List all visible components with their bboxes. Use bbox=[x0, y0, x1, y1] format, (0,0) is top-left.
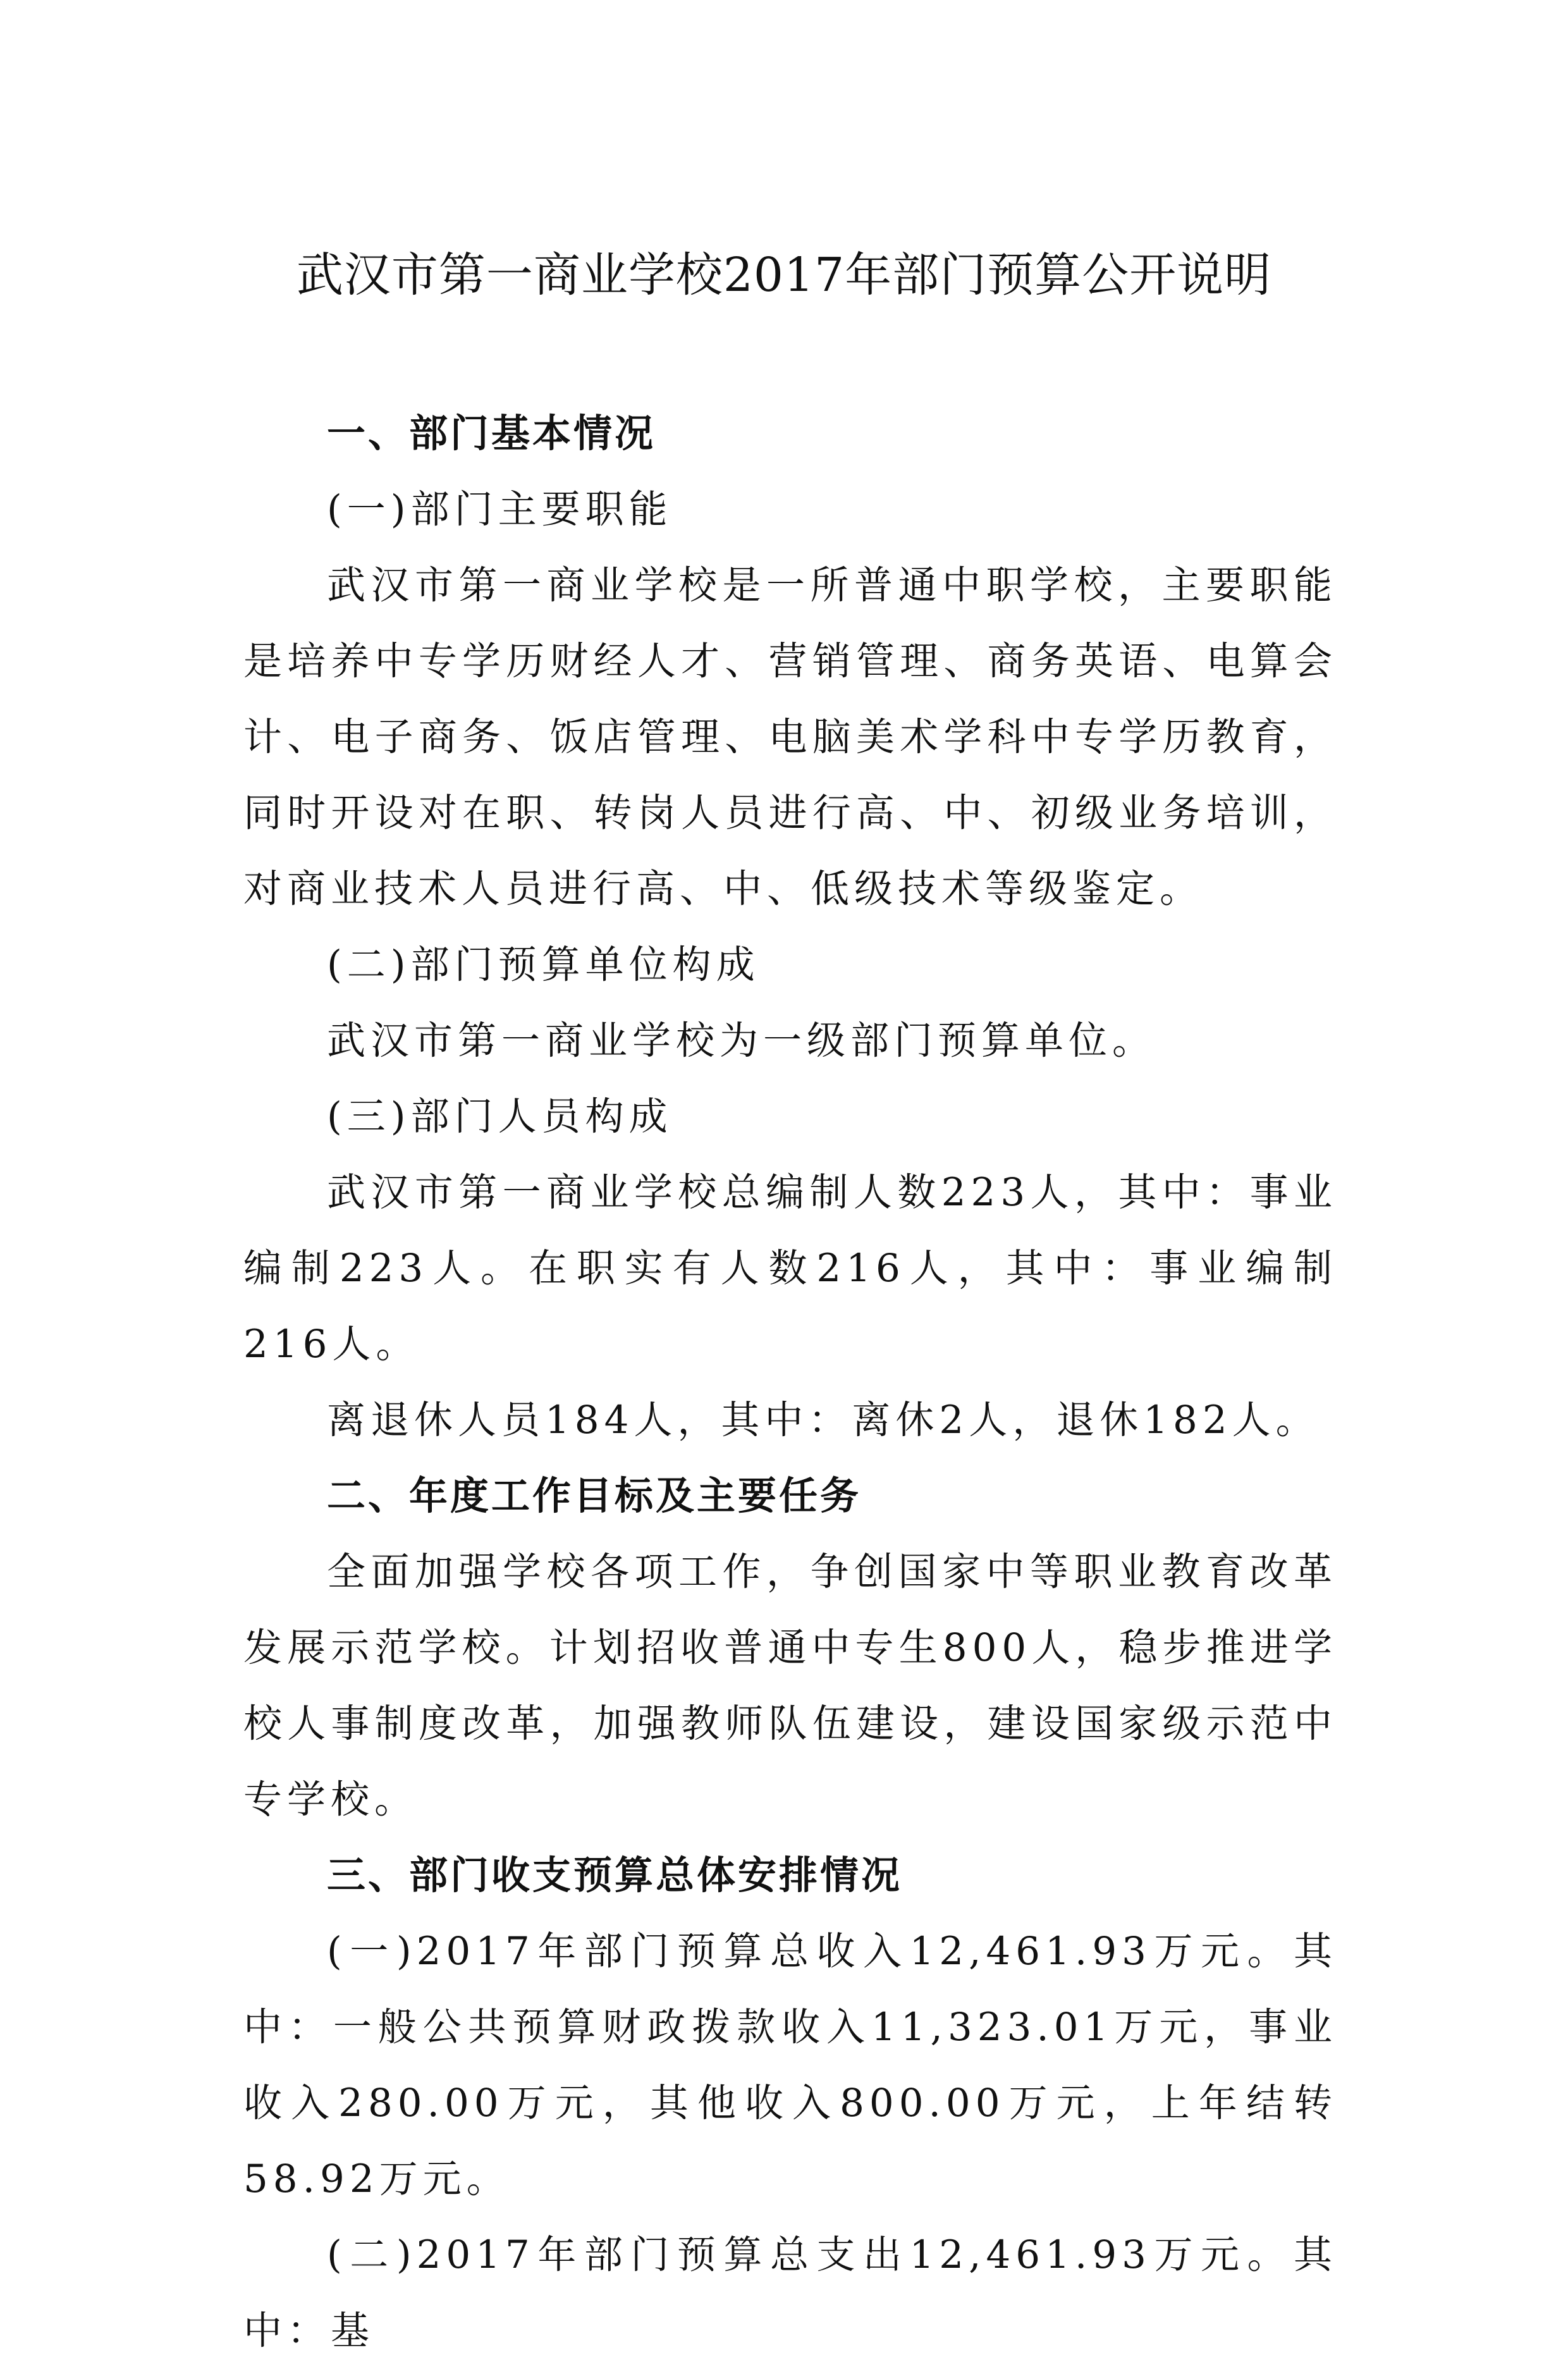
section-heading-1: 一、部门基本情况 bbox=[327, 411, 656, 456]
paragraph-budget-units: 武汉市第一商业学校为一级部门预算单位。 bbox=[327, 1018, 1156, 1063]
paragraph-main-functions: 武汉市第一商业学校是一所普通中职学校，主要职能是培养中专学历财经人才、营销管理、商务英语、电算会计、电子商务、饭店管理、电脑美术学科中专学历教育，同时开设对在职、转岗人员进行高、中、初级业务培训，对商业技术人员进行高、中、低级技术等级鉴定。 bbox=[243, 563, 1337, 911]
paragraph-total-expenditure: (二)2017年部门预算总支出12,461.93万元。其中：基 bbox=[243, 2232, 1337, 2353]
subsection-heading-1-1: (一)部门主要职能 bbox=[327, 487, 673, 532]
paragraph-retirees: 离退休人员184人，其中：离休2人，退休182人。 bbox=[327, 1398, 1320, 1443]
document-body bbox=[243, 396, 1337, 2369]
subsection-heading-1-3: (三)部门人员构成 bbox=[327, 1094, 673, 1139]
section-heading-3: 三、部门收支预算总体安排情况 bbox=[327, 1853, 903, 1898]
document-title: 武汉市第一商业学校2017年部门预算公开说明 bbox=[296, 248, 1272, 302]
paragraph-total-income: (一)2017年部门预算总收入12,461.93万元。其中：一般公共预算财政拨款收入11,323.01万元，事业收入280.00万元，其他收入800.00万元，上年结转58.92万元。 bbox=[243, 1929, 1337, 2201]
section-heading-2: 二、年度工作目标及主要任务 bbox=[327, 1474, 862, 1518]
paragraph-staffing: 武汉市第一商业学校总编制人数223人，其中：事业编制223人。在职实有人数216人，其中：事业编制216人。 bbox=[243, 1170, 1337, 1367]
subsection-heading-1-2: (二)部门预算单位构成 bbox=[327, 942, 760, 987]
paragraph-annual-goals: 全面加强学校各项工作，争创国家中等职业教育改革发展示范学校。计划招收普通中专生800人，稳步推进学校人事制度改革，加强教师队伍建设，建设国家级示范中专学校。 bbox=[243, 1549, 1337, 1822]
